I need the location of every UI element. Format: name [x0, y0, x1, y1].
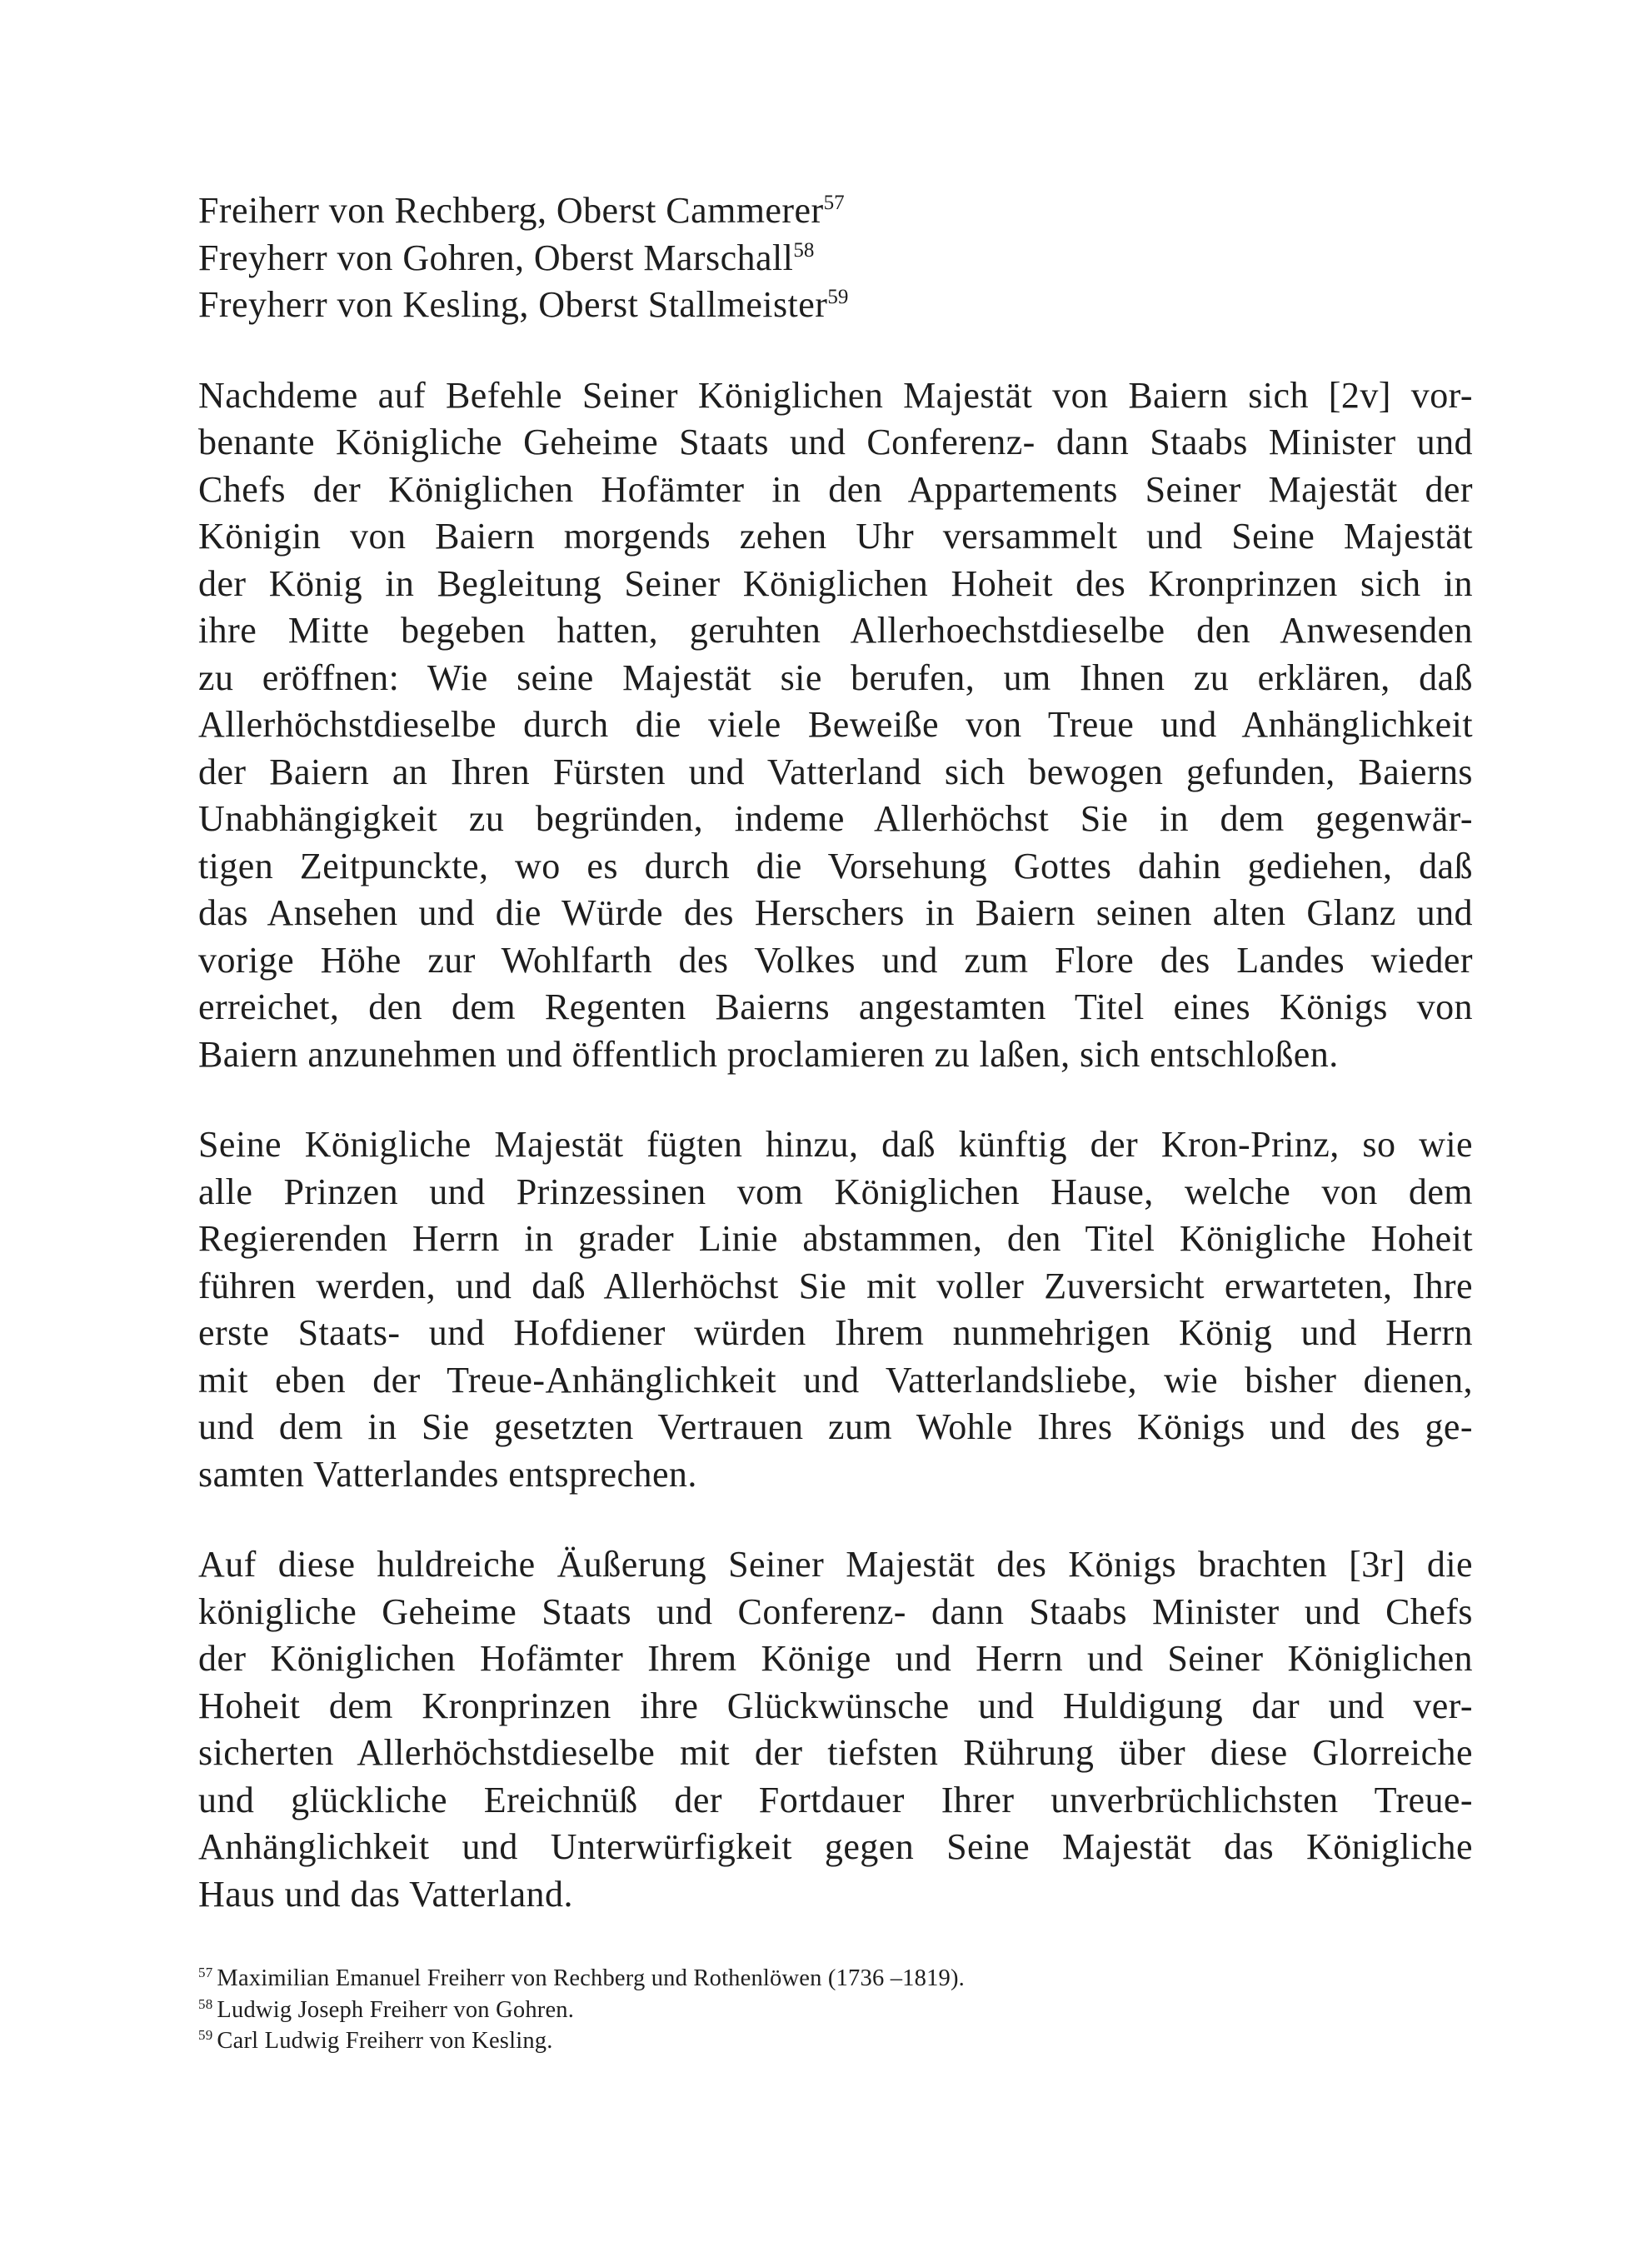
text-line: erste Staats- und Hofdiener würden Ihrem nunmehrigen König und Herrn — [198, 1312, 1473, 1353]
footnote-number: 58 — [198, 1995, 213, 2012]
paragraph-spacer — [198, 1498, 1473, 1541]
text-line: Allerhöchstdieselbe durch die viele Beweiße von Treue und Anhänglichkeit — [198, 704, 1473, 745]
text-line: ihre Mitte begeben hatten, geruhten Allerhoechstdieselbe den Anwesenden — [198, 610, 1473, 651]
paragraph-spacer — [198, 1078, 1473, 1121]
text-line: Baiern anzunehmen und öffentlich proclamieren zu laßen, sich entschloßen. — [198, 1033, 1339, 1075]
text-line: zu eröffnen: Wie seine Majestät sie berufen, um Ihnen zu erklären, daß — [198, 657, 1473, 698]
heading-line — [198, 187, 1473, 235]
text-line: mit eben der Treue-Anhänglichkeit und Vatterlandsliebe, wie bisher dienen, — [198, 1359, 1473, 1401]
text-line: Chefs der Königlichen Hofämter in den Appartements Seiner Majestät der — [198, 468, 1473, 510]
footnote — [198, 1995, 1473, 2026]
text-line: tigen Zeitpunckte, wo es durch die Vorsehung Gottes dahin gediehen, daß — [198, 845, 1473, 886]
text-line: königliche Geheime Staats und Conferenz- dann Staabs Minister und Chefs — [198, 1590, 1473, 1632]
text-line: Hoheit dem Kronprinzen ihre Glückwünsche und Huldigung dar und ver- — [198, 1685, 1473, 1726]
paragraph — [198, 372, 1473, 1079]
text-line: das Ansehen und die Würde des Herschers in Baiern seinen alten Glanz und — [198, 892, 1473, 933]
paragraph — [198, 1541, 1473, 1918]
text-line: Auf diese huldreiche Äußerung Seiner Majestät des Königs brachten [3r] die — [198, 1544, 1473, 1585]
text-line: vorige Höhe zur Wohlfarth des Volkes und zum Flore des Landes wieder — [198, 939, 1473, 981]
footnote-text: Ludwig Joseph Freiherr von Gohren. — [217, 1996, 575, 2023]
text-line: samten Vatterlandes entsprechen. — [198, 1453, 697, 1495]
text-line: Nachdeme auf Befehle Seiner Königlichen Majestät von Baiern sich [2v] vor- — [198, 374, 1473, 416]
paragraph-spacer — [198, 329, 1473, 372]
heading-line-text: Freyherr von Kesling, Oberst Stallmeister — [198, 284, 828, 325]
footnotes — [198, 1963, 1473, 2057]
text-line: Unabhängigkeit zu begründen, indeme Allerhöchst Sie in dem gegenwär- — [198, 798, 1473, 839]
text-line: Anhänglichkeit und Unterwürfigkeit gegen Seine Majestät das Königliche — [198, 1826, 1473, 1867]
text-line: der König in Begleitung Seiner Königlichen Hoheit des Kronprinzen sich in — [198, 562, 1473, 604]
footnote-reference: 59 — [827, 286, 849, 308]
text-line: und glückliche Ereichnüß der Fortdauer Ihrer unverbrüchlichsten Treue- — [198, 1779, 1473, 1820]
footnote-number: 59 — [198, 2027, 213, 2043]
paragraph — [198, 1121, 1473, 1498]
footnote-text: Maximilian Emanuel Freiherr von Rechberg und Rothenlöwen (1736 –1819). — [217, 1965, 965, 1991]
text-line: der Baiern an Ihren Fürsten und Vatterland sich bewogen gefunden, Baierns — [198, 751, 1473, 792]
text-line: sicherten Allerhöchstdieselbe mit der tiefsten Rührung über diese Glorreiche — [198, 1732, 1473, 1773]
heading-list — [198, 187, 1473, 329]
heading-line-text: Freiherr von Rechberg, Oberst Cammerer — [198, 190, 824, 231]
text-line: benante Königliche Geheime Staats und Conferenz- dann Staabs Minister und — [198, 422, 1473, 462]
text-line: Seine Königliche Majestät fügten hinzu, daß künftig der Kron-Prinz, so wie — [198, 1124, 1473, 1165]
text-line: alle Prinzen und Prinzessinen vom Königlichen Hause, welche von dem — [198, 1171, 1473, 1212]
footnote-number: 57 — [198, 1965, 213, 1980]
text-line: erreichet, den dem Regenten Baierns angestamten Titel eines Königs von — [198, 986, 1473, 1027]
text-line: führen werden, und daß Allerhöchst Sie mit voller Zuversicht erwarteten, Ihre — [198, 1265, 1473, 1306]
text-line: und dem in Sie gesetzten Vertrauen zum Wohle Ihres Königs und des ge- — [198, 1406, 1473, 1447]
text-line: Königin von Baiern morgends zehen Uhr versammelt und Seine Majestät — [198, 516, 1473, 557]
text-line: Regierenden Herrn in grader Linie abstammen, den Titel Königliche Hoheit — [198, 1218, 1473, 1259]
heading-line — [198, 282, 1473, 329]
text-line: Haus und das Vatterland. — [198, 1873, 573, 1915]
heading-line — [198, 235, 1473, 282]
footnote-reference: 58 — [793, 238, 815, 262]
footnote — [198, 1963, 1473, 1995]
main-text — [198, 187, 1473, 1918]
footnote — [198, 2025, 1473, 2057]
heading-line-text: Freyherr von Gohren, Oberst Marschall — [198, 237, 794, 278]
text-line: der Königlichen Hofämter Ihrem Könige und Herrn und Seiner Königlichen — [198, 1638, 1473, 1679]
footnote-reference: 57 — [823, 192, 845, 214]
footnote-text: Carl Ludwig Freiherr von Kesling. — [217, 2028, 553, 2054]
